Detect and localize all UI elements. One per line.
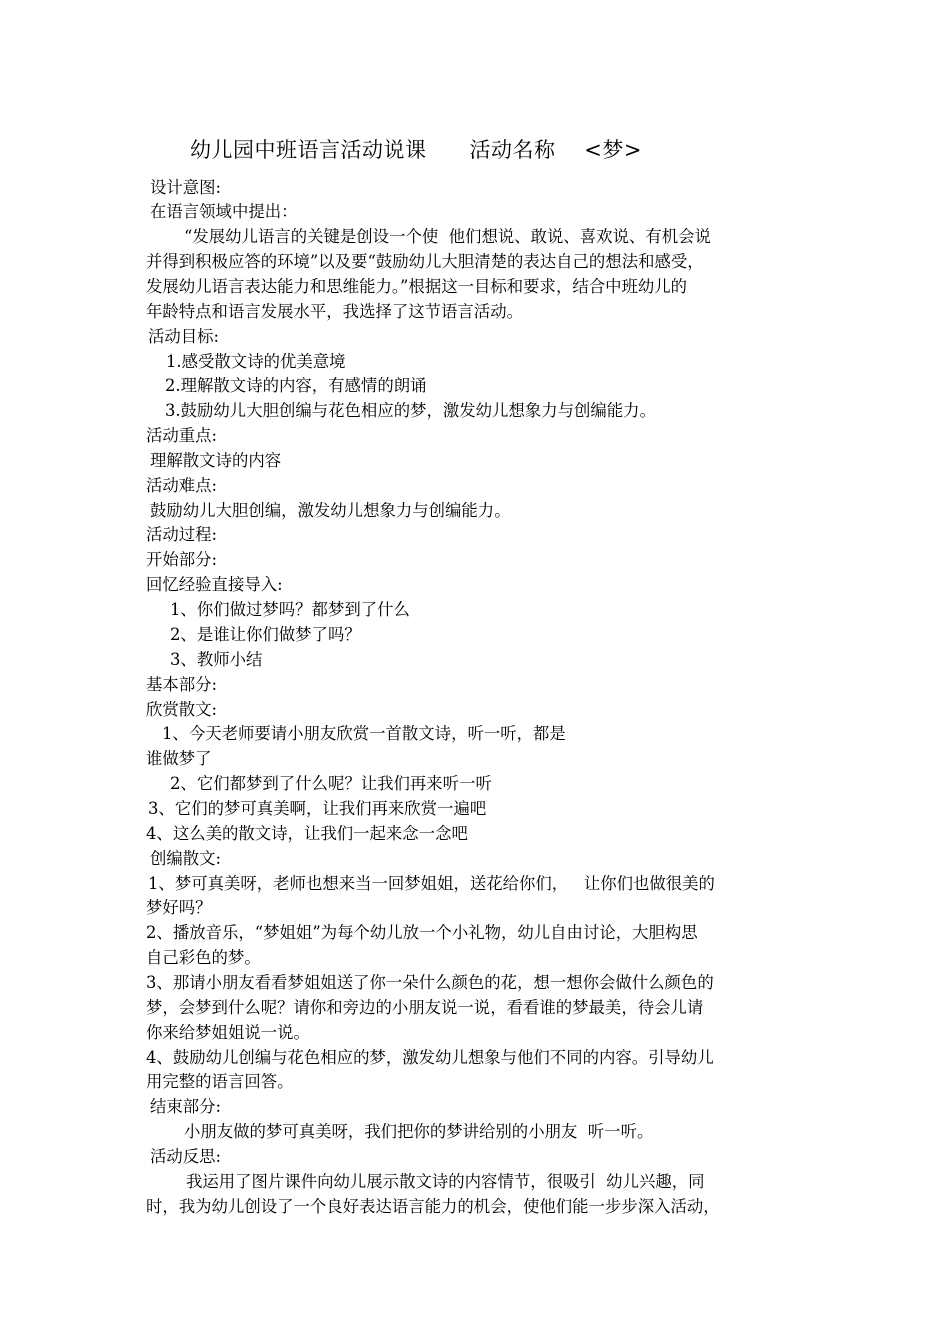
section-heading-basic: 基本部分: xyxy=(146,675,218,694)
text-line: 1、今天老师要请小朋友欣赏一首散文诗，听一听，都是 xyxy=(162,724,566,743)
text-line: 我运用了图片课件向幼儿展示散文诗的内容情节，很吸引 幼儿兴趣，同 xyxy=(186,1172,705,1191)
text-line: 4、这么美的散文诗，让我们一起来念一念吧 xyxy=(146,824,468,843)
text-line: 1、梦可真美呀，老师也想来当一回梦姐姐，送花给你们， 让你们也做很美的 xyxy=(148,874,715,893)
text-line: 鼓励幼儿大胆创编，激发幼儿想象力与创编能力。 xyxy=(150,501,511,520)
text-line: 2、是谁让你们做梦了吗？ xyxy=(170,625,361,644)
text-line: 2.理解散文诗的内容，有感情的朗诵 xyxy=(165,376,427,395)
text-line: 3、那请小朋友看看梦姐姐送了你一朵什么颜色的花，想一想你会做什么颜色的 xyxy=(146,973,714,992)
section-heading-start: 开始部分: xyxy=(146,550,218,569)
text-line: 3、教师小结 xyxy=(170,650,263,669)
text-line: 小朋友做的梦可真美呀，我们把你的梦讲给别的小朋友 听一听。 xyxy=(184,1122,654,1141)
section-heading-goals: 活动目标: xyxy=(148,327,220,346)
text-line: 自己彩色的梦。 xyxy=(146,948,261,967)
text-line: 梦，会梦到什么呢？请你和旁边的小朋友说一说，看看谁的梦最美，待会儿请 xyxy=(146,998,704,1017)
text-line: 谁做梦了 xyxy=(146,749,212,768)
text-line: 年龄特点和语言发展水平，我选择了这节语言活动。 xyxy=(146,302,523,321)
text-line: 3、它们的梦可真美啊，让我们再来欣赏一遍吧 xyxy=(148,799,487,818)
text-line: 2、它们都梦到了什么呢？让我们再来听一听 xyxy=(170,774,492,793)
section-heading-design-intent: 设计意图: xyxy=(150,178,222,197)
text-line: 1.感受散文诗的优美意境 xyxy=(166,352,346,371)
text-line: 在语言领域中提出： xyxy=(150,202,298,221)
section-heading-end: 结束部分: xyxy=(150,1097,222,1116)
section-heading-create: 创编散文: xyxy=(150,849,222,868)
section-heading-key-point: 活动重点: xyxy=(146,426,218,445)
text-line: 你来给梦姐姐说一说。 xyxy=(146,1023,310,1042)
text-line: 并得到积极应答的环境”以及要“鼓励幼儿大胆清楚的表达自己的想法和感受， xyxy=(146,252,704,271)
text-line: 1、你们做过梦吗？都梦到了什么 xyxy=(170,600,410,619)
text-line: 4、鼓励幼儿创编与花色相应的梦，激发幼儿想象与他们不同的内容。引导幼儿 xyxy=(146,1048,714,1067)
text-line: 用完整的语言回答。 xyxy=(146,1072,294,1091)
section-heading-process: 活动过程: xyxy=(146,525,218,544)
document-title: 幼儿园中班语言活动说课 活动名称 <梦> xyxy=(190,138,642,162)
text-line: 欣赏散文: xyxy=(146,700,218,719)
text-line: 3.鼓励幼儿大胆创编与花色相应的梦，激发幼儿想象力与创编能力。 xyxy=(165,401,656,420)
text-line: 时，我为幼儿创设了一个良好表达语言能力的机会，使他们能一步步深入活动， xyxy=(146,1197,720,1216)
text-line: 发展幼儿语言表达能力和思维能力。”根据这一目标和要求，结合中班幼儿的 xyxy=(146,277,688,296)
section-heading-reflection: 活动反思: xyxy=(150,1147,222,1166)
text-line: “发展幼儿语言的关键是创设一个使 他们想说、敢说、喜欢说、有机会说 xyxy=(184,227,711,246)
text-line: 回忆经验直接导入: xyxy=(146,575,283,594)
text-line: 理解散文诗的内容 xyxy=(150,451,282,470)
section-heading-difficulty: 活动难点: xyxy=(146,476,218,495)
text-line: 2、播放音乐，“梦姐姐”为每个幼儿放一个小礼物，幼儿自由讨论，大胆构思 xyxy=(146,923,698,942)
text-line: 梦好吗？ xyxy=(146,898,212,917)
